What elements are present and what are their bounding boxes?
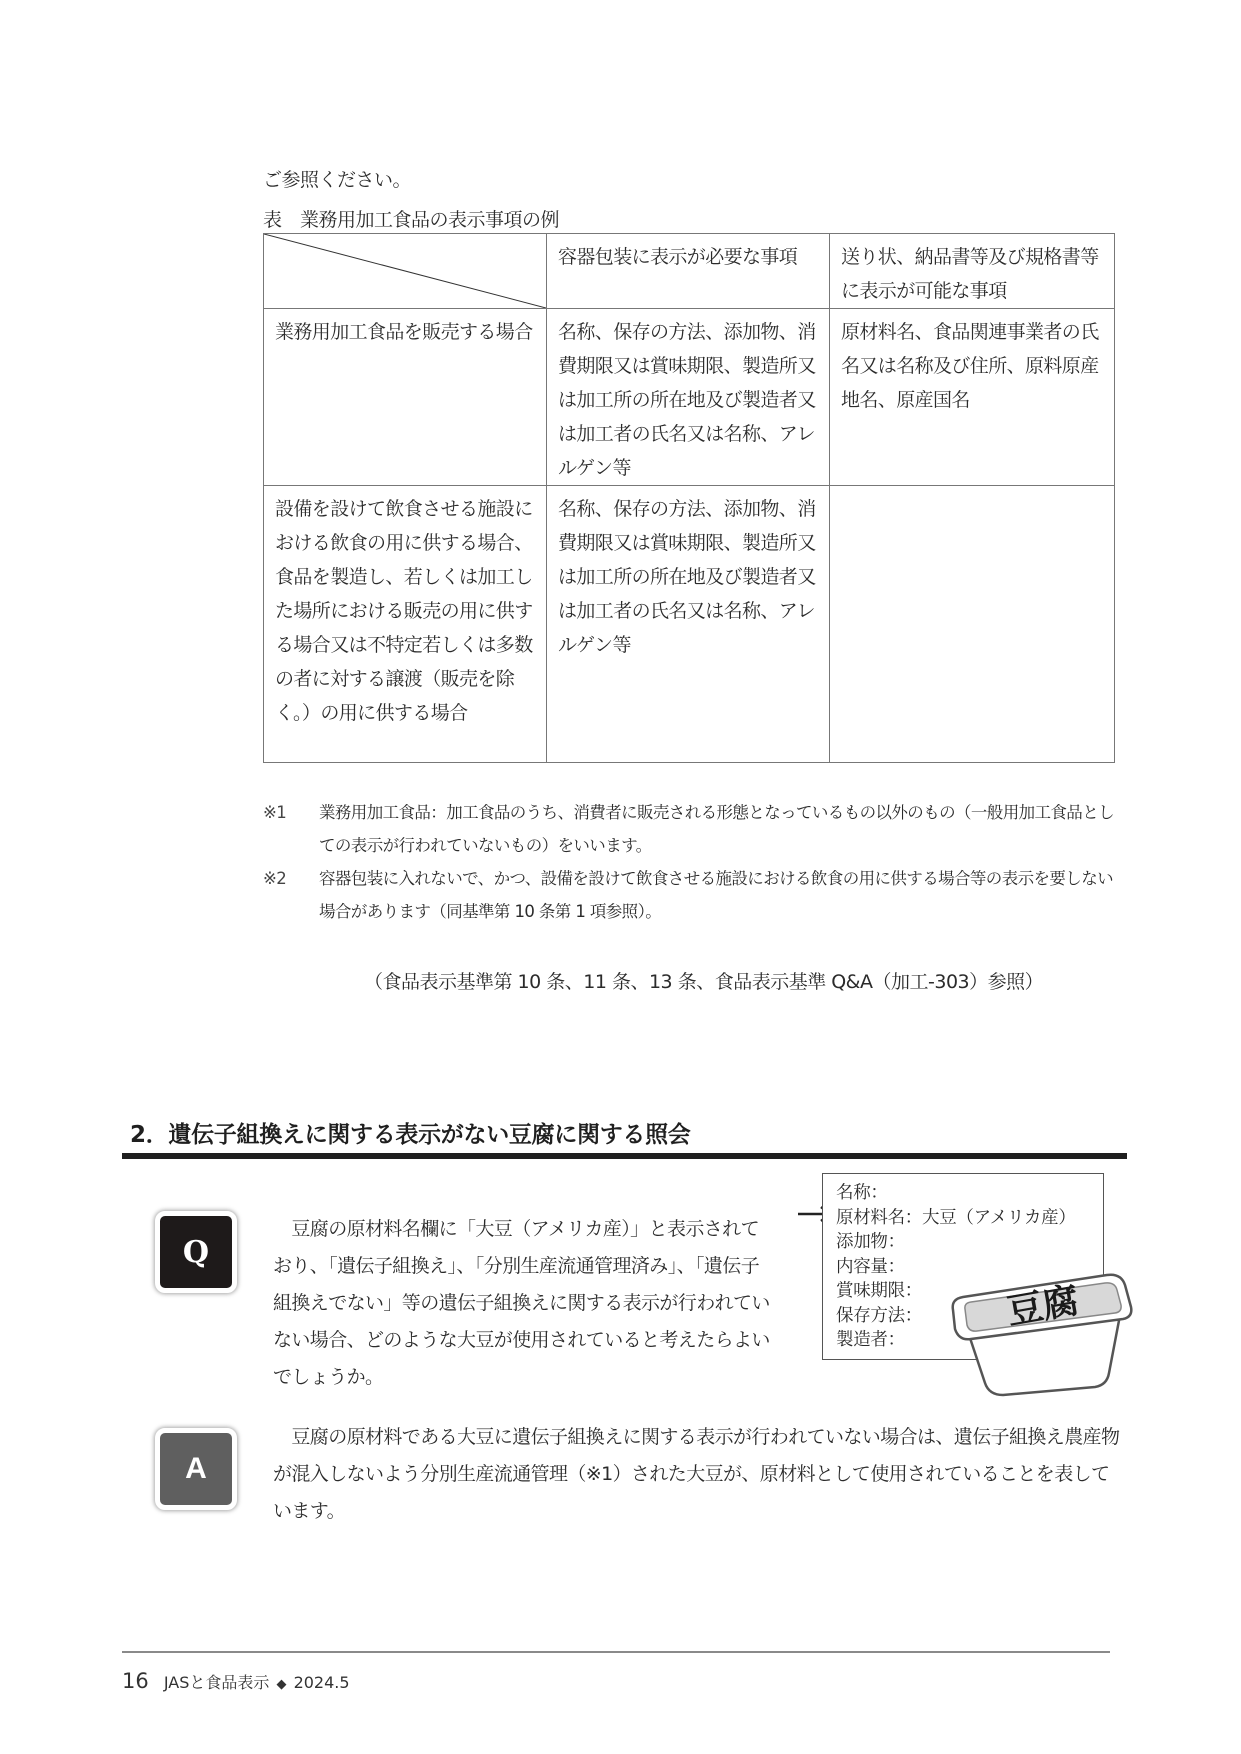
footnote-mark: ※1 xyxy=(263,803,287,822)
table-row xyxy=(264,309,1115,486)
table-row xyxy=(264,486,1115,763)
publication-name: JASと食品表示 xyxy=(163,1673,270,1692)
required-cell: 名称、保存の方法、添加物、消費期限又は賞味期限、製造所又は加工所の所在地及び製造者又は加工者の氏名又は名称、アレルゲン等 xyxy=(547,486,830,763)
issue-date: 2024.5 xyxy=(293,1673,350,1692)
label-line: 製造者： xyxy=(836,1330,905,1350)
header-optional-on-documents: 送り状、納品書等及び規格書等に表示が可能な事項 xyxy=(830,234,1115,309)
header-required-on-container: 容器包装に表示が必要な事項 xyxy=(547,234,830,309)
tofu-package-icon xyxy=(945,1255,1140,1410)
footnote-mark: ※2 xyxy=(263,869,287,888)
question-badge: Q xyxy=(155,1211,237,1293)
footnotes xyxy=(263,796,1123,928)
label-line: 保存方法： xyxy=(836,1305,922,1326)
label-line: 原材料名：大豆（アメリカ産） xyxy=(836,1207,1076,1228)
section-divider xyxy=(122,1153,1127,1159)
answer-text: 豆腐の原材料である大豆に遺伝子組換えに関する表示が行われていない場合は、遺伝子組換え農産物が混入しないよう分別生産流通管理（※1）された大豆が、原材料として使用されていることを表しています。 xyxy=(273,1426,1120,1522)
diamond-icon: ◆ xyxy=(276,1677,287,1692)
optional-cell: 原材料名、食品関連事業者の氏名又は名称及び住所、原料原産地名、原産国名 xyxy=(830,309,1115,486)
optional-cell xyxy=(830,486,1115,763)
intro-text: ご参照ください。 xyxy=(263,169,412,191)
footer-divider xyxy=(122,1651,1110,1653)
label-line: 賞味期限： xyxy=(836,1281,922,1301)
page-footer xyxy=(122,1670,350,1696)
label-line: 添加物： xyxy=(836,1232,905,1252)
footnote-2 xyxy=(263,862,1123,928)
footnote-text: 容器包装に入れないで、かつ、設備を設けて飲食させる施設における飲食の用に供する場合等の表示を要しない場合があります（同基準第 10 条第 1 項参照）。 xyxy=(319,869,1114,921)
label-line: 内容量： xyxy=(836,1256,905,1277)
labeling-items-table xyxy=(263,233,1115,763)
table-caption: 表 業務用加工食品の表示事項の例 xyxy=(263,209,560,231)
label-line: 名称： xyxy=(836,1183,888,1203)
tofu-package-text: 豆腐 xyxy=(1003,1280,1082,1333)
question-text: 豆腐の原材料名欄に「大豆（アメリカ産）」と表示されており、「遺伝子組換え」、「分別生産流通管理済み」、「遺伝子組換えでない」等の遺伝子組換えに関する表示が行われていない場合、どのような大豆が使用されていると考えたらよいでしょうか。 xyxy=(273,1218,770,1388)
required-cell: 名称、保存の方法、添加物、消費期限又は賞味期限、製造所又は加工所の所在地及び製造者又は加工者の氏名又は名称、アレルゲン等 xyxy=(547,309,830,486)
footnote-1 xyxy=(263,796,1123,862)
reference-note: （食品表示基準第 10 条、11 条、13 条、食品表示基準 Q&A（加工-303）参照） xyxy=(364,971,1044,993)
case-cell: 業務用加工食品を販売する場合 xyxy=(264,309,547,486)
page-number: 16 xyxy=(122,1669,149,1693)
case-cell: 設備を設けて飲食させる施設における飲食の用に供する場合、食品を製造し、若しくは加工した場所における販売の用に供する場合又は不特定若しくは多数の者に対する譲渡（販売を除く。）の用に供する場合 xyxy=(264,486,547,763)
table-header-row xyxy=(264,234,1115,309)
footnote-text: 業務用加工食品：加工食品のうち、消費者に販売される形態となっているもの以外のもの（一般用加工食品としての表示が行われていないもの）をいいます。 xyxy=(319,803,1115,855)
answer-badge: A xyxy=(155,1428,237,1510)
diagonal-corner-cell xyxy=(264,234,547,309)
diagonal-line xyxy=(264,234,546,308)
section-title: 2．遺伝子組換えに関する表示がない豆腐に関する照会 xyxy=(130,1122,691,1148)
